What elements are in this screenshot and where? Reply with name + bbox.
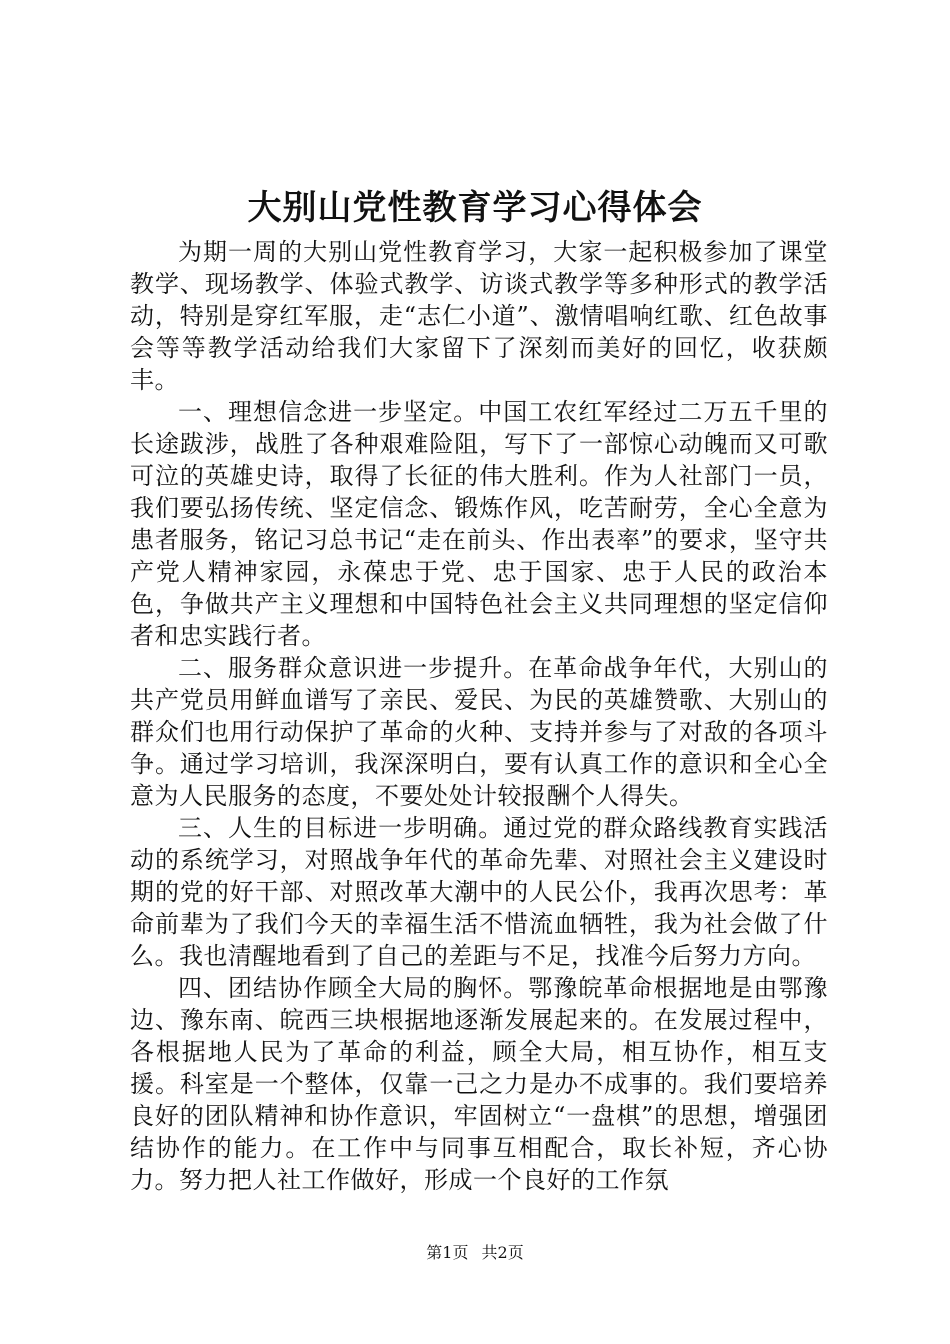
paragraph-section-4: 四、团结协作顾全大局的胸怀。鄂豫皖革命根据地是由鄂豫边、豫东南、皖西三块根据地逐渐发展起来的。在发展过程中，各根据地人民为了革命的利益，顾全大局，相互协作，相互支援。科室是一个整体，仅靠一己之力是办不成事的。我们要培养良好的团队精神和协作意识，牢固树立“一盘棋”的思想，增强团结协作的能力。在工作中与同事互相配合，取长补短，齐心协力。努力把人社工作做好，形成一个良好的工作氛 bbox=[130, 974, 828, 1194]
paragraph-section-3: 三、人生的目标进一步明确。通过党的群众路线教育实践活动的系统学习，对照战争年代的革命先辈、对照社会主义建设时期的党的好干部、对照改革大潮中的人民公仆，我再次思考：革命前辈为了我们今天的幸福生活不惜流血牺牲，我为社会做了什么。我也清醒地看到了自己的差距与不足，找准今后努力方向。 bbox=[130, 814, 828, 970]
paragraph-section-1: 一、理想信念进一步坚定。中国工农红军经过二万五千里的长途跋涉，战胜了各种艰难险阻，写下了一部惊心动魄而又可歌可泣的英雄史诗，取得了长征的伟大胜利。作为人社部门一员，我们要弘扬传统、坚定信念、锻炼作风，吃苦耐劳，全心全意为患者服务，铭记习总书记“走在前头、作出表率”的要求，坚守共产党人精神家园，永葆忠于党、忠于国家、忠于人民的政治本色，争做共产主义理想和中国特色社会主义共同理想的坚定信仰者和忠实践行者。 bbox=[130, 398, 828, 650]
page-number: 第1页 bbox=[426, 1243, 469, 1262]
paragraph-intro: 为期一周的大别山党性教育学习，大家一起积极参加了课堂教学、现场教学、体验式教学、访谈式教学等多种形式的教学活动，特别是穿红军服，走“志仁小道”、激情唱响红歌、红色故事会等等教学活动给我们大家留下了深刻而美好的回忆，收获颇丰。 bbox=[130, 238, 828, 394]
paragraph-section-2: 二、服务群众意识进一步提升。在革命战争年代，大别山的共产党员用鲜血谱写了亲民、爱民、为民的英雄赞歌、大别山的群众们也用行动保护了革命的火种、支持并参与了对敌的各项斗争。通过学习培训，我深深明白，要有认真工作的意识和全心全意为人民服务的态度，不要处处计较报酬个人得失。 bbox=[130, 654, 828, 810]
page-footer bbox=[0, 1241, 950, 1265]
document-body bbox=[130, 236, 828, 1196]
document-title: 大别山党性教育学习心得体会 bbox=[247, 188, 703, 228]
page-total: 共2页 bbox=[481, 1243, 524, 1262]
